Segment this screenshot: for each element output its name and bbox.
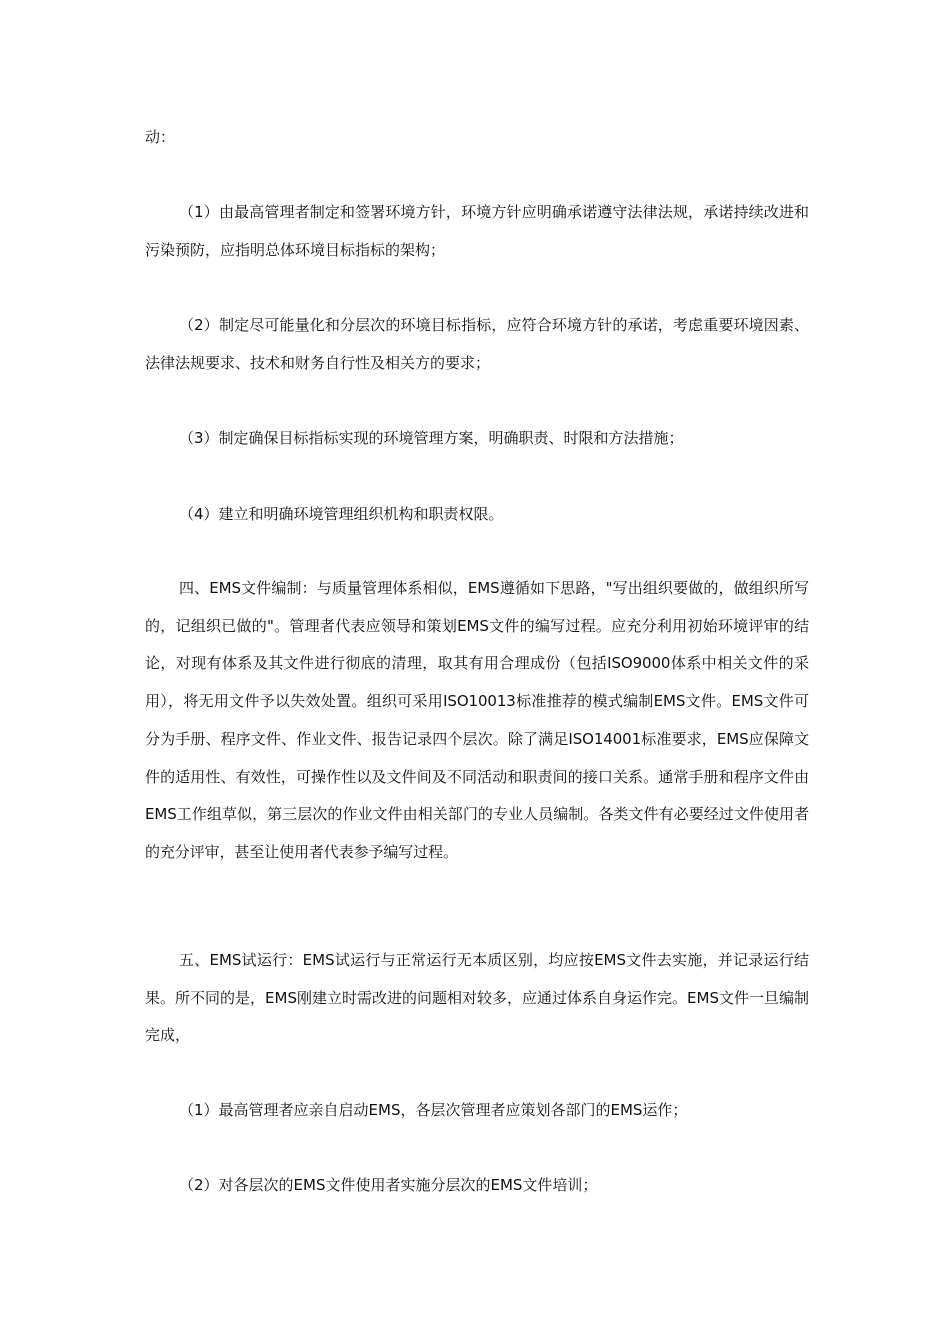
paragraph-item-1: （1）由最高管理者制定和签署环境方针，环境方针应明确承诺遵守法律法规，承诺持续改进和污染预防，应指明总体环境目标指标的架构； xyxy=(145,203,809,259)
paragraph-step-1: （1）最高管理者应亲自启动EMS，各层次管理者应策划各部门的EMS运作； xyxy=(179,1101,688,1119)
paragraph-step-2: （2）对各层次的EMS文件使用者实施分层次的EMS文件培训； xyxy=(179,1176,598,1194)
paragraph-item-3: （3）制定确保目标指标实现的环境管理方案，明确职责、时限和方法措施； xyxy=(179,429,684,447)
paragraph-continuation: 动： xyxy=(145,128,176,146)
paragraph-section-five: 五、EMS试运行：EMS试运行与正常运行无本质区别，均应按EMS文件去实施，并记录运行结果。所不同的是，EMS刚建立时需改进的问题相对较多，应通过体系自身运作完。EMS文件一旦编制完成， xyxy=(145,951,809,1045)
paragraph-item-4: （4）建立和明确环境管理组织机构和职责权限。 xyxy=(179,505,504,523)
paragraph-section-four: 四、EMS文件编制：与质量管理体系相似，EMS遵循如下思路，"写出组织要做的，做组织所写的，记组织已做的"。管理者代表应领导和策划EMS文件的编写过程。应充分利用初始环境评审的结论，对现有体系及其文件进行彻底的清理，取其有用合理成份（包括ISO9000体系中相关文件的采用），将无用文件予以失效处置。组织可采用ISO10013标准推荐的模式编制EMS文件。EMS文件可分为手册、程序文件、作业文件、报告记录四个层次。除了满足ISO14001标准要求，EMS应保障文件的适用性、有效性，可操作性以及文件间及不同活动和职责间的接口关系。通常手册和程序文件由EMS工作组草似，第三层次的作业文件由相关部门的专业人员编制。各类文件有必要经过文件使用者的充分评审，甚至让使用者代表参予编写过程。 xyxy=(145,579,809,861)
paragraph-item-2: （2）制定尽可能量化和分层次的环境目标指标，应符合环境方针的承诺，考虑重要环境因素、法律法规要求、技术和财务自行性及相关方的要求； xyxy=(145,316,809,372)
